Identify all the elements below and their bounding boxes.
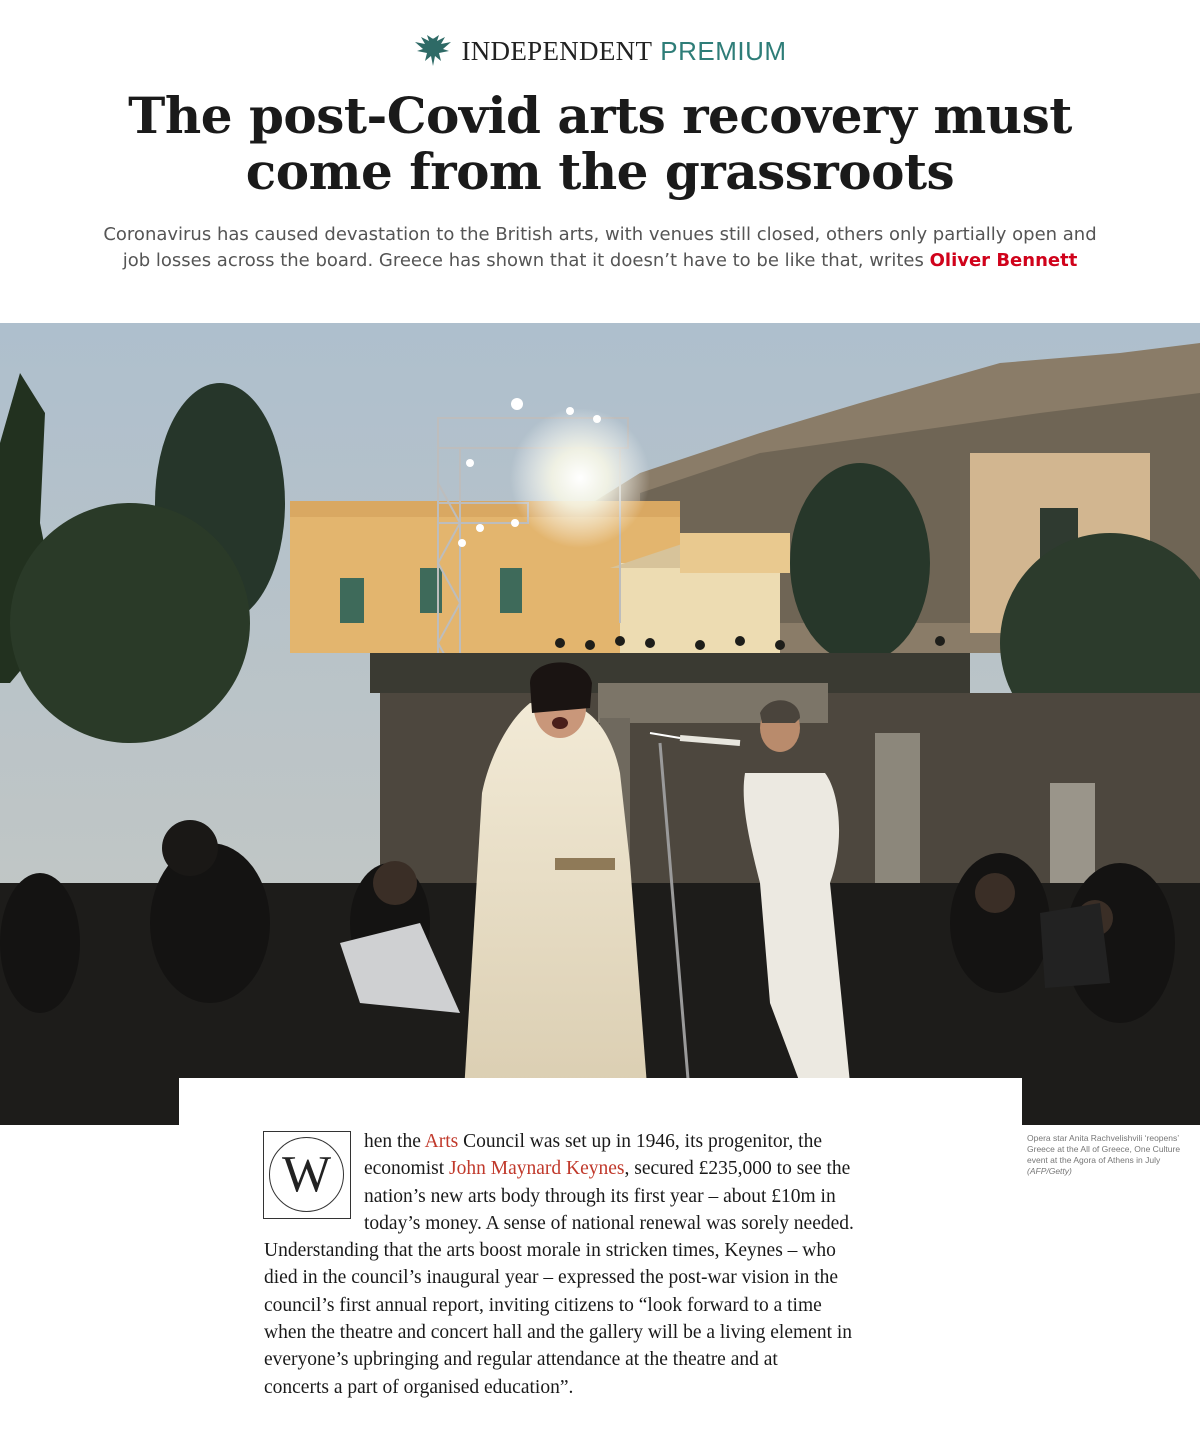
headline-line-2: come from the grassroots bbox=[245, 142, 955, 201]
brand-name[interactable]: INDEPENDENT bbox=[461, 35, 653, 66]
standfirst bbox=[100, 222, 1100, 274]
brand-premium: PREMIUM bbox=[660, 35, 787, 66]
standfirst-text: Coronavirus has caused devastation to the British arts, with venues still closed, others only partially open and job losses across the board. Greece has shown that it doesn’t have to be like that, writes bbox=[103, 224, 1097, 271]
body-line-7: council’s first annual report, inviting citizens to “look forward to a time bbox=[264, 1294, 822, 1316]
body-line-10: concerts a part of organised education”. bbox=[264, 1376, 574, 1398]
body-line-2: economist John Maynard Keynes, secured £235,000 to see the bbox=[364, 1158, 851, 1180]
caption-text: Opera star Anita Rachvelishvili ‘reopens’ Greece at the All of Greece, One Culture event at the Agora of Athens in July bbox=[1027, 1133, 1181, 1165]
body-line-3: nation’s new arts body through its first year – about £10m in bbox=[364, 1185, 836, 1207]
body-line-1: hen the Arts Council was set up in 1946, its progenitor, the bbox=[364, 1131, 822, 1152]
link-arts-council[interactable]: Arts bbox=[424, 1131, 459, 1152]
body-line-8: when the theatre and concert hall and the gallery will be a living element in bbox=[264, 1322, 853, 1344]
body-line-6: died in the council’s inaugural year – expressed the post-war vision in the bbox=[264, 1267, 839, 1289]
article-body bbox=[264, 1128, 964, 1401]
body-line-5: Understanding that the arts boost morale in stricken times, Keynes – who bbox=[264, 1240, 836, 1262]
masthead bbox=[0, 30, 1200, 72]
opera-performance-photo bbox=[0, 323, 1200, 1125]
headline bbox=[60, 88, 1140, 200]
hero-photo bbox=[0, 323, 1200, 1125]
eagle-icon bbox=[413, 33, 453, 69]
photo-caption bbox=[1027, 1133, 1192, 1177]
drop-cap-letter: W bbox=[269, 1137, 344, 1212]
byline-author[interactable]: Oliver Bennett bbox=[929, 250, 1078, 271]
headline-line-1: The post-Covid arts recovery must bbox=[128, 86, 1072, 145]
caption-credit: (AFP/Getty) bbox=[1027, 1166, 1072, 1176]
link-keynes[interactable]: John Maynard Keynes bbox=[449, 1158, 625, 1180]
body-line-9: everyone’s upbringing and regular attendance at the theatre and at bbox=[264, 1349, 778, 1371]
body-line-4: today’s money. A sense of national renewal was sorely needed. bbox=[364, 1212, 854, 1234]
